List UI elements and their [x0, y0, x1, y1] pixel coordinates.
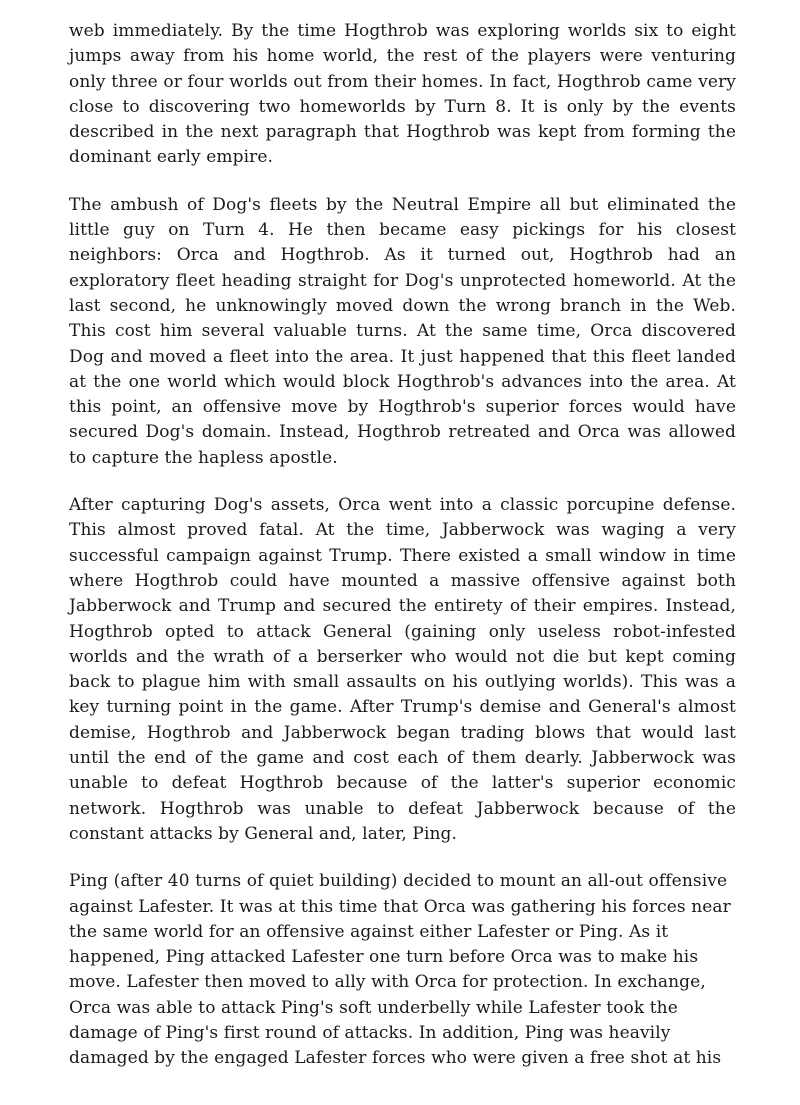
paragraph-ping-offensive: Ping (after 40 turns of quiet building) decided to mount an all-out offensive against Lafester. It was at this time that Orca was gathering his forces near the same world for an offensive against either Lafester or Ping. As it happened, Ping attacked Lafester one turn before Orca was to make his move. Lafester then moved to ally with Orca for protection. In exchange, Orca was able to attack Ping's soft underbelly while Lafester took the damage of Ping's first round of attacks. In addition, Ping was heavily damaged by the engaged Lafester forces who were given a free shot at his — [69, 871, 731, 1069]
paragraph-hogthrob-exploration: web immediately. By the time Hogthrob was exploring worlds six to eight jumps away from his home world, the rest of the players were venturing only three or four worlds out from their homes. In fact, Hogthrob came very close to discovering two homeworlds by Turn 8. It is only by the events described in the next paragraph that Hogthrob was kept from forming the dominant early empire. — [69, 21, 736, 168]
document-page — [69, 19, 736, 1094]
paragraph-orca-defense: After capturing Dog's assets, Orca went into a classic porcupine defense. This almost proved fatal. At the time, Jabberwock was waging a very successful campaign against Trump. There existed a small window in time where Hogthrob could have mounted a massive offensive against both Jabberwock and Trump and secured the entirety of their empires. Instead, Hogthrob opted to attack General (gaining only useless robot-infested worlds and the wrath of a berserker who would not die but kept coming back to plague him with small assaults on his outlying worlds). This was a key turning point in the game. After Trump's demise and General's almost demise, Hogthrob and Jabberwock began trading blows that would last until the end of the game and cost each of them dearly. Jabberwock was unable to defeat Hogthrob because of the latter's superior economic network. Hogthrob was unable to defeat Jabberwock because of the constant attacks by General and, later, Ping. — [69, 495, 736, 844]
paragraph-dog-ambush: The ambush of Dog's fleets by the Neutral Empire all but eliminated the little guy on Turn 4. He then became easy pickings for his closest neighbors: Orca and Hogthrob. As it turned out, Hogthrob had an exploratory fleet heading straight for Dog's unprotected homeworld. At the last second, he unknowingly moved down the wrong branch in the Web. This cost him several valuable turns. At the same time, Orca discovered Dog and moved a fleet into the area. It just happened that this fleet landed at the one world which would block Hogthrob's advances into the area. At this point, an offensive move by Hogthrob's superior forces would have secured Dog's domain. Instead, Hogthrob retreated and Orca was allowed to capture the hapless apostle. — [69, 194, 736, 468]
